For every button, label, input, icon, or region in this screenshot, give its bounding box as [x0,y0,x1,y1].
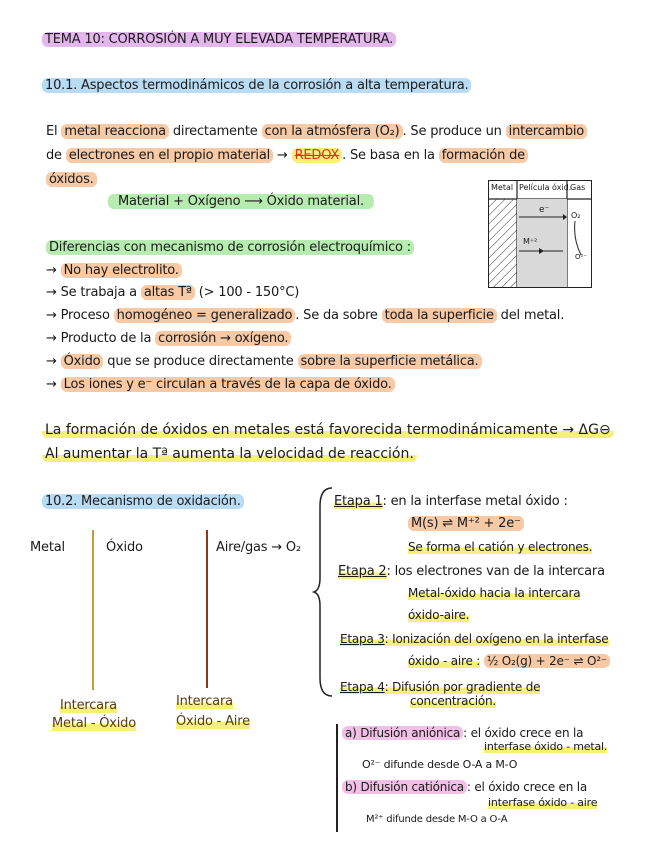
label-air-gas: Aire/gas → O₂ [216,540,301,555]
diagram-cation: M⁺² [523,237,538,246]
text: de [46,148,66,163]
text: (> 100 - 150°C) [194,285,300,300]
difusion-label: a) Difusión aniónica [342,726,463,740]
highlight: sobre la superficie metálica. [298,354,482,369]
etapa-2 [338,564,605,579]
etapa-4-line-2 [410,694,496,708]
paragraph-line-2 [46,148,528,163]
label-metal: Metal [30,540,65,555]
text: . Se produce un [402,124,506,139]
etapa-2-line-2 [408,586,580,600]
difusion-cationica-sub [366,814,507,825]
arrow: → [46,263,61,278]
label-oxide: Óxido [106,540,143,555]
arrow: → [46,354,61,369]
etapa-label: Etapa 3 [340,632,385,646]
page-title [42,32,396,47]
text: → Se trabaja a [46,285,141,300]
reaction-text: Material + Oxígeno ⟶ Óxido material. [108,194,374,209]
interface-label-text: Intercara [176,694,233,709]
highlight: homogéneo = generalizado [114,308,296,323]
etapa-text: óxido-aire. [408,608,470,622]
text: que se produce directamente [103,354,298,369]
highlight: Óxido [61,354,104,369]
section-heading-text: 10.2. Mecanismo de oxidación. [42,494,244,509]
text: → Proceso [46,308,114,323]
highlight: metal reacciona [61,124,169,139]
text: El [46,124,62,139]
etapa-3-line-2 [408,654,610,668]
diagram-header-film: Película óxid. [519,183,572,192]
diagram-electron: e⁻ [539,205,550,215]
highlight: toda la superficie [382,308,497,323]
equation-1 [408,516,524,531]
interface-line-oxide-air [206,530,208,688]
favoured-line-1 [42,422,614,438]
interface-line-metal-oxide [92,530,94,690]
highlight: altas Tª [141,285,195,300]
diagram-header-gas: Gas [570,183,586,192]
bullet-1 [46,263,182,278]
text: . Se da sobre [295,308,382,323]
difusion-anionica-line-2 [484,740,607,753]
equation-text: ½ O₂(g) + 2e⁻ ⇌ O²⁻ [484,654,610,668]
difusion-sub-text: O²⁻ difunde desde O-A a M-O [362,758,518,771]
bullet-5 [46,354,482,369]
section-heading-text: 10.1. Aspectos termodinámicos de la corrosión a alta temperatura. [42,78,471,93]
title-text: TEMA 10: CORROSIÓN A MUY ELEVADA TEMPERATURA. [42,32,396,47]
bullet-4 [46,331,291,346]
bullet-3 [46,308,564,323]
difusion-divider [336,724,338,832]
diagram-header-metal: Metal [491,183,514,192]
difusion-text: : el óxido crece en la [466,780,587,794]
difusion-label: b) Difusión catiónica [342,780,467,794]
section-heading-10-1 [42,78,471,93]
difusion-text: interfase óxido - metal. [484,740,608,753]
arrow: → [46,377,61,392]
etapa-label: Etapa 2 [338,564,387,579]
reaction-equation [108,194,374,209]
interface-label-text: Óxido - Aire [176,714,250,729]
difusion-cationica [342,780,587,794]
text: directamente [168,124,262,139]
oxidation-diagram-svg [489,181,591,287]
etapa-text: : Difusión por gradiente de [384,680,541,694]
etapa-text: concentración. [410,694,497,708]
highlight: No hay electrolito. [61,263,182,278]
paragraph-line-1 [46,124,587,139]
etapa-text: : Ionización del oxígeno en la interfase [384,632,609,646]
etapa-text: Metal-óxido hacia la intercara [408,586,581,600]
interface-label-text: Metal - Óxido [52,716,136,731]
highlight: con la atmósfera (O₂) [262,124,403,139]
paragraph-line-3 [46,172,97,187]
interface-label-1b [52,716,136,731]
highlight: formación de [439,148,528,163]
interface-label-text: Intercara [60,698,117,713]
equation-text: M(s) ⇌ M⁺² + 2e⁻ [408,516,524,531]
diagram-oxygen: O₂ [571,211,581,220]
redox-label: REDOX [292,148,343,163]
oxidation-diagram [488,180,592,288]
etapa-1-note [408,540,592,554]
interface-label-1a [60,698,117,713]
etapa-label: Etapa 4 [340,680,385,694]
difusion-anionica-sub [362,758,517,771]
text: . Se basa en la [342,148,439,163]
highlight: corrosión → oxígeno. [155,331,291,346]
etapa-note-text: Se forma el catión y electrones. [408,540,593,554]
bullet-2 [46,285,299,300]
etapa-text: : los electrones van de la intercara [386,564,605,579]
highlight: Los iones y e⁻ circulan a través de la capa de óxido. [61,377,395,392]
etapa-2-line-3 [408,608,469,622]
highlight: intercambio [506,124,587,139]
difusion-cationica-line-2 [488,796,597,809]
brace-icon [312,486,336,698]
section-heading-10-2 [42,494,244,509]
etapa-label: Etapa 1 [334,494,383,509]
differences-heading [46,240,414,255]
differences-heading-text: Diferencias con mecanismo de corrosión electroquímico : [46,240,414,255]
diagram-oxide-ion: O²⁻ [575,253,588,261]
interface-label-2a [176,694,233,709]
interface-label-2b [176,714,250,729]
highlight: electrones en el propio material [66,148,273,163]
difusion-sub-text: M²⁺ difunde desde M-O a O-A [366,814,508,825]
difusion-text: : el óxido crece en la [463,726,584,740]
etapa-text: : en la interfase metal óxido : [382,494,568,509]
etapa-4 [340,680,540,694]
difusion-text: interfase óxido - aire [488,796,598,809]
difusion-anionica [342,726,583,740]
favoured-text: La formación de óxidos en metales está favorecida termodinámicamente → ΔG⊖ [42,422,614,438]
etapa-text: óxido - aire : [408,654,481,668]
text: → Producto de la [46,331,156,346]
bullet-6 [46,377,395,392]
etapa-1 [334,494,568,509]
arrow: → [273,148,292,163]
favoured-line-2 [42,446,417,462]
favoured-text: Al aumentar la Tª aumenta la velocidad de reacción. [42,446,417,462]
etapa-3 [340,632,609,646]
text: del metal. [496,308,565,323]
highlight: óxidos. [46,172,97,187]
